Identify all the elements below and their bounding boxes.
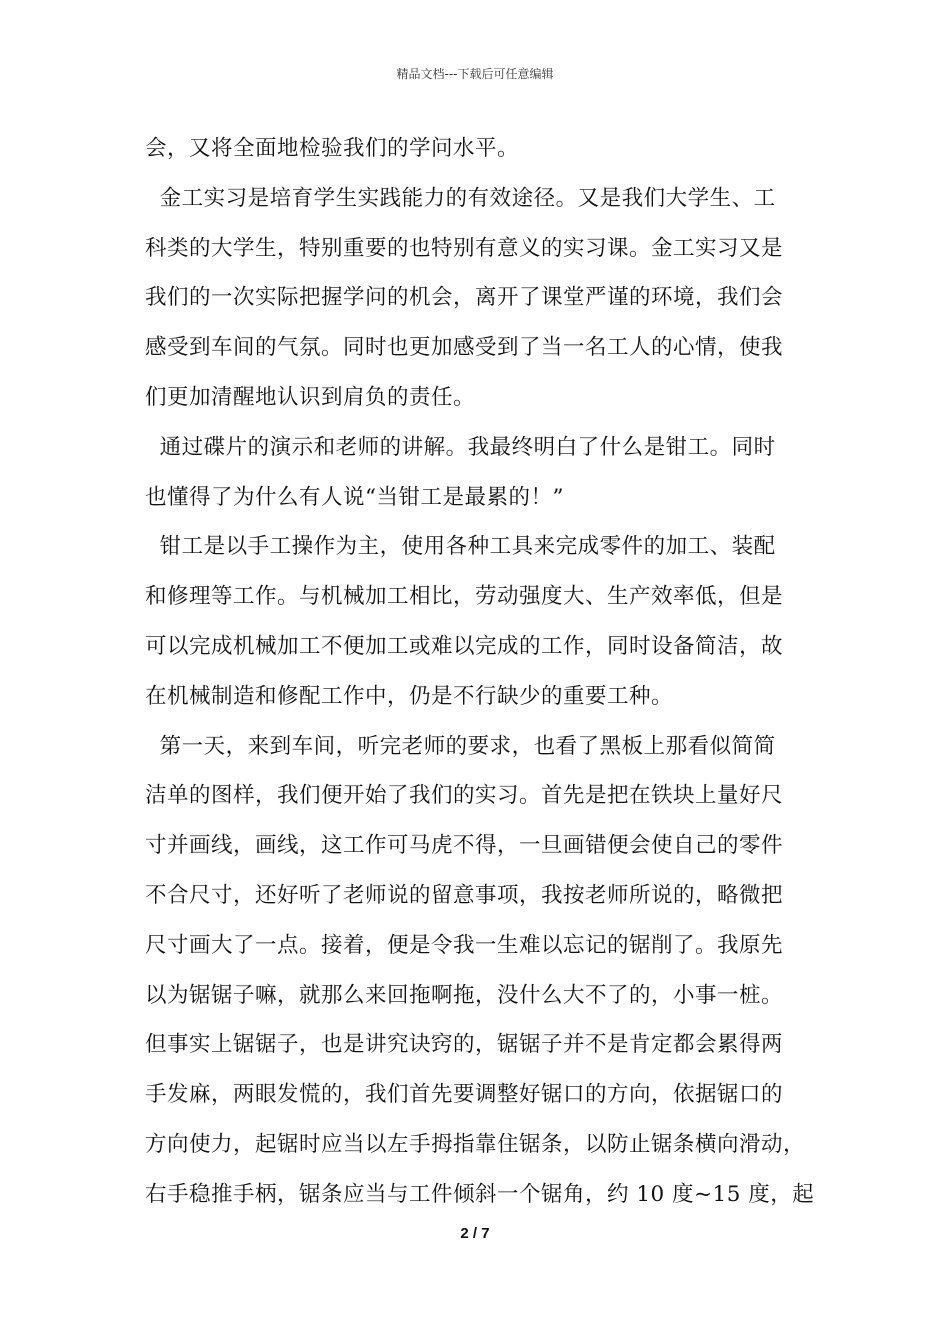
text-line: 但事实上锯锯子，也是讲究诀窍的，锯锯子并不是肯定都会累得两: [145, 1032, 784, 1058]
text-line: 和修理等工作。与机械加工相比，劳动强度大、生产效率低，但是: [145, 584, 784, 610]
text-line: 洁单的图样，我们便开始了我们的实习。首先是把在铁块上量好尺: [145, 783, 784, 809]
text-line: 不合尺寸，还好听了老师说的留意事项，我按老师所说的，略微把: [145, 882, 784, 908]
text-line: 我们的一次实际把握学问的机会，离开了课堂严谨的环境，我们会: [145, 285, 784, 311]
text-line: 以为锯锯子嘛，就那么来回拖啊拖，没什么大不了的，小事一桩。: [145, 982, 784, 1008]
text-line: 感受到车间的气氛。同时也更加感受到了当一名工人的心情，使我: [145, 335, 784, 361]
text-line: 通过碟片的演示和老师的讲解。我最终明白了什么是钳工。同时: [145, 434, 776, 460]
text-line: 也懂得了为什么有人说“当钳工是最累的！”: [145, 484, 564, 510]
text-line: 第一天，来到车间，听完老师的要求，也看了黑板上那看似简简: [145, 733, 776, 759]
text-line: 手发麻，两眼发慌的，我们首先要调整好锯口的方向，依据锯口的: [145, 1082, 784, 1108]
text-line: 们更加清醒地认识到肩负的责任。: [145, 384, 476, 410]
text-line: 钳工是以手工操作为主，使用各种工具来完成零件的加工、装配: [145, 534, 776, 560]
text-line: 可以完成机械加工不便加工或难以完成的工作，同时设备简洁，故: [145, 633, 784, 659]
text-line: 科类的大学生，特别重要的也特别有意义的实习课。金工实习又是: [145, 235, 784, 261]
text-line: 尺寸画大了一点。接着，便是令我一生难以忘记的锯削了。我原先: [145, 932, 784, 958]
text-line: 寸并画线，画线，这工作可马虎不得，一旦画错便会使自己的零件: [145, 833, 784, 859]
text-line: 在机械制造和修配工作中，仍是不行缺少的重要工种。: [145, 683, 674, 709]
page-number: 2 / 7: [460, 1225, 490, 1242]
document-body: [145, 124, 815, 1220]
text-line: 右手稳推手柄，锯条应当与工件倾斜一个锯角，约 10 度~15 度，起: [145, 1181, 815, 1207]
page-header: 精品文档---下载后可任意编辑: [396, 67, 554, 81]
text-line: 方向使力，起锯时应当以左手拇指靠住锯条，以防止锯条横向滑动，: [145, 1131, 806, 1157]
text-line: 金工实习是培育学生实践能力的有效途径。又是我们大学生、工: [145, 185, 776, 211]
text-line: 会，又将全面地检验我们的学问水平。: [145, 136, 520, 161]
